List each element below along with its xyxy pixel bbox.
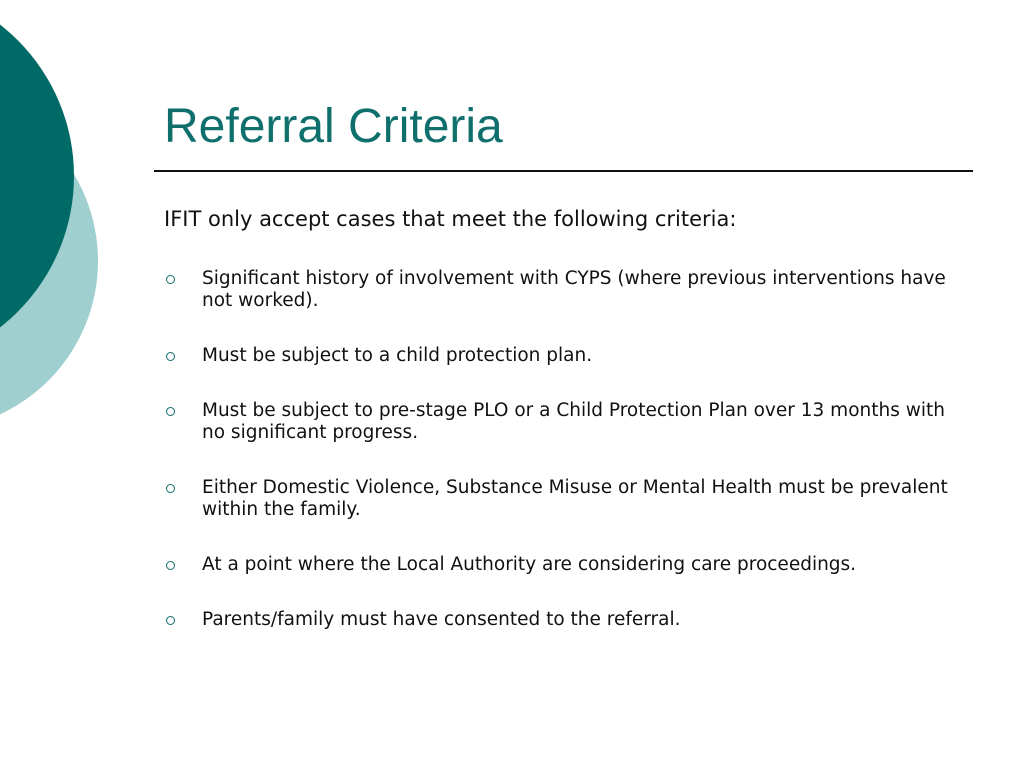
hollow-circle-bullet-icon [166, 484, 175, 493]
list-item-text: Must be subject to a child protection plan. [202, 345, 593, 366]
list-item [164, 609, 954, 631]
hollow-circle-bullet-icon [166, 275, 175, 284]
criteria-list [164, 268, 954, 664]
list-item-text: At a point where the Local Authority are considering care proceedings. [202, 554, 857, 575]
intro-text: IFIT only accept cases that meet the following criteria: [164, 207, 737, 231]
slide-title: Referral Criteria [164, 100, 503, 153]
hollow-circle-bullet-icon [166, 407, 175, 416]
list-item [164, 345, 954, 367]
hollow-circle-bullet-icon [166, 352, 175, 361]
hollow-circle-bullet-icon [166, 561, 175, 570]
list-item-text: Must be subject to pre-stage PLO or a Child Protection Plan over 13 months with no significant progress. [202, 400, 945, 443]
hollow-circle-bullet-icon [166, 616, 175, 625]
list-item-text: Parents/family must have consented to the referral. [202, 609, 681, 630]
list-item [164, 400, 954, 444]
list-item [164, 477, 954, 521]
title-divider [154, 170, 973, 172]
list-item-text: Either Domestic Violence, Substance Misuse or Mental Health must be prevalent within the family. [202, 477, 948, 520]
list-item [164, 554, 954, 576]
list-item-text: Significant history of involvement with CYPS (where previous interventions have not worked). [202, 268, 946, 311]
list-item [164, 268, 954, 312]
